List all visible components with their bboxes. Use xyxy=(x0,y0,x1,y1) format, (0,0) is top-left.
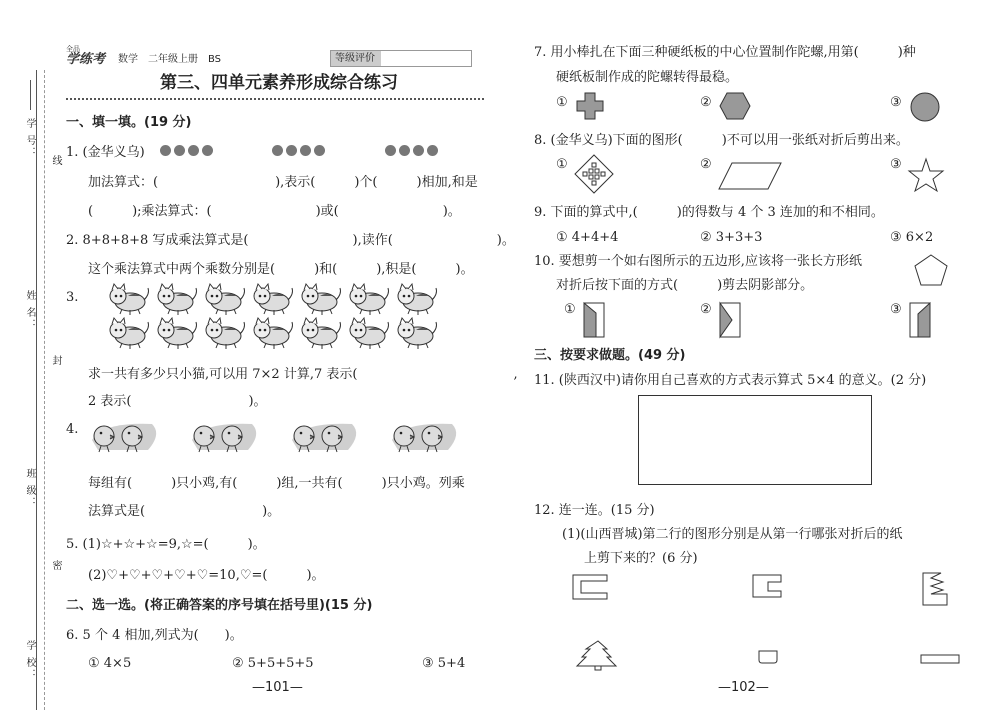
page-title: 第三、四单元素养形成综合练习 xyxy=(160,73,398,93)
pine-tree-shape-icon xyxy=(576,640,620,670)
q4-chick-groups xyxy=(90,418,470,458)
q5-line-2: (2)♡+♡+♡+♡+♡=10,♡=( )。 xyxy=(88,568,325,583)
q11-line-1: 11. (陕西汉中)请你用自己喜欢的方式表示算式 5×4 的意义。(2 分) xyxy=(534,373,927,388)
q6-option-1: ① 4×5 xyxy=(88,656,132,671)
q9-option-2: ② 3+3+3 xyxy=(700,230,763,245)
binding-mark-feng: 封 xyxy=(50,355,61,367)
binding-mark-mi: 密 xyxy=(50,560,61,572)
q4-number: 4. xyxy=(66,422,79,437)
brand-logo xyxy=(66,45,114,69)
folded-paper-option-1-icon xyxy=(582,302,608,338)
kitten-illustration xyxy=(206,318,245,349)
q8-option-3-label: ③ xyxy=(890,157,902,172)
q6-option-3: ③ 5+4 xyxy=(422,656,466,671)
cut-line xyxy=(44,70,45,710)
q4-line-2: 法算式是( )。 xyxy=(88,504,281,519)
q9-line-1: 9. 下面的算式中,( )的得数与 4 个 3 连加的和不相同。 xyxy=(534,205,884,220)
book-meta: 数学 二年级上册 BS xyxy=(118,54,222,65)
section-heading-fill-in: 一、填一填。(19 分) xyxy=(66,115,192,130)
q12-line-2: (1)(山西晋城)第二行的图形分别是从第一行哪张对折后的纸 xyxy=(562,527,903,542)
folded-paper-option-2-icon xyxy=(718,302,744,338)
q1-dot-group-2 xyxy=(272,143,328,158)
kitten-illustration xyxy=(206,284,245,315)
q7-line-2: 硬纸板制作成的陀螺转得最稳。 xyxy=(556,70,739,85)
q2-line-2: 这个乘法算式中两个乘数分别是( )和( ),积是( )。 xyxy=(88,262,474,277)
page-number-left: —101— xyxy=(252,680,303,695)
rectangle-strip-shape-icon xyxy=(920,654,960,664)
chick-group-illustration xyxy=(292,424,356,452)
q10-option-2-label: ② xyxy=(700,302,712,317)
diamond-pattern-icon xyxy=(574,154,614,194)
star-shape-icon xyxy=(908,158,944,192)
section-heading-tasks: 三、按要求做题。(49 分) xyxy=(534,348,686,363)
folded-paper-option-3-icon xyxy=(908,302,934,338)
pentagon-shape-icon xyxy=(914,254,948,286)
kitten-illustration xyxy=(350,284,389,315)
q6-line-1: 6. 5 个 4 相加,列式为( )。 xyxy=(66,628,243,643)
q9-option-1: ① 4+4+4 xyxy=(556,230,619,245)
q7-line-1: 7. 用小棒扎在下面三种硬纸板的中心位置制作陀螺,用第( )种 xyxy=(534,45,916,60)
chick-group-illustration xyxy=(392,424,456,452)
q10-line-2: 对折后按下面的方式( )剪去阴影部分。 xyxy=(556,278,814,293)
class-field-label: 班 级： xyxy=(24,468,35,510)
kitten-illustration xyxy=(254,318,293,349)
q10-option-3-label: ③ xyxy=(890,302,902,317)
q7-option-1-label: ① xyxy=(556,95,568,110)
q1-line-2: 加法算式：( ),表示( )个( )相加,和是 xyxy=(88,175,478,190)
q1-line-3: ( );乘法算式：( )或( )。 xyxy=(88,204,461,219)
kitten-illustration xyxy=(254,284,293,315)
small-cup-shape-icon xyxy=(758,650,778,664)
binding-rule xyxy=(36,70,37,710)
title-underline xyxy=(66,98,484,100)
q12-line-1: 12. 连一连。(15 分) xyxy=(534,503,655,518)
student-name-field-label: 姓 名： xyxy=(24,290,35,332)
chick-group-illustration xyxy=(192,424,256,452)
folded-paper-c-cut-icon xyxy=(572,574,608,600)
q3-kitten-grid xyxy=(108,284,453,350)
grade-eval-box[interactable] xyxy=(330,50,472,67)
kitten-illustration xyxy=(158,318,197,349)
q11-answer-box[interactable] xyxy=(638,395,872,485)
q1-prompt: 1. (金华义乌) xyxy=(66,145,145,160)
kitten-illustration xyxy=(110,284,149,315)
section-heading-choice: 二、选一选。(将正确答案的序号填在括号里)(15 分) xyxy=(66,598,373,613)
student-id-blank[interactable] xyxy=(30,80,31,110)
kitten-illustration xyxy=(398,318,437,349)
grade-eval-label: 等级评价 xyxy=(335,53,375,64)
q4-line-1: 每组有( )只小鸡,有( )组,一共有( )只小鸡。列乘 xyxy=(88,476,465,491)
folded-paper-notch-cut-icon xyxy=(752,574,782,598)
school-field-label: 学 校： xyxy=(24,640,35,682)
q10-line-1: 10. 要想剪一个如右图所示的五边形,应该将一张长方形纸 xyxy=(534,254,862,269)
folded-paper-zigzag-cut-icon xyxy=(922,572,948,606)
hexagon-shape-icon xyxy=(720,92,750,120)
q10-option-1-label: ① xyxy=(564,302,576,317)
student-id-field-label: 学 号： xyxy=(24,118,35,160)
binding-mark-xian: 线 xyxy=(50,155,61,167)
cross-shape-icon xyxy=(576,92,604,120)
q6-option-2: ② 5+5+5+5 xyxy=(232,656,314,671)
q8-line-1: 8. (金华义乌)下面的图形( )不可以用一张纸对折后剪出来。 xyxy=(534,133,909,148)
parallelogram-icon xyxy=(718,162,782,190)
q3-line-1: 求一共有多少只小猫,可以用 7×2 计算,7 表示( , xyxy=(88,367,518,382)
page-number-right: —102— xyxy=(718,680,769,695)
q12-line-3: 上剪下来的？(6 分) xyxy=(584,551,698,566)
q8-option-2-label: ② xyxy=(700,157,712,172)
kitten-illustration xyxy=(350,318,389,349)
q1-dot-group-3 xyxy=(385,143,441,158)
chick-group-illustration xyxy=(92,424,156,452)
q2-line-1: 2. 8+8+8+8 写成乘法算式是( ),读作( )。 xyxy=(66,233,515,248)
kitten-illustration xyxy=(158,284,197,315)
q8-option-1-label: ① xyxy=(556,157,568,172)
kitten-illustration xyxy=(110,318,149,349)
brand-logo-text: 学练考 xyxy=(66,52,106,67)
q5-line-1: 5. (1)☆+☆+☆=9,☆=( )。 xyxy=(66,537,266,552)
q3-line-2: 2 表示( )。 xyxy=(88,394,267,409)
kitten-illustration xyxy=(302,284,341,315)
brand-logo-small: 全品 xyxy=(66,45,80,53)
q7-option-2-label: ② xyxy=(700,95,712,110)
kitten-illustration xyxy=(398,284,437,315)
q3-number: 3. xyxy=(66,290,79,305)
q1-dot-group-1 xyxy=(160,143,216,158)
circle-shape-icon xyxy=(910,92,940,122)
q7-option-3-label: ③ xyxy=(890,95,902,110)
kitten-illustration xyxy=(302,318,341,349)
q9-option-3: ③ 6×2 xyxy=(890,230,934,245)
